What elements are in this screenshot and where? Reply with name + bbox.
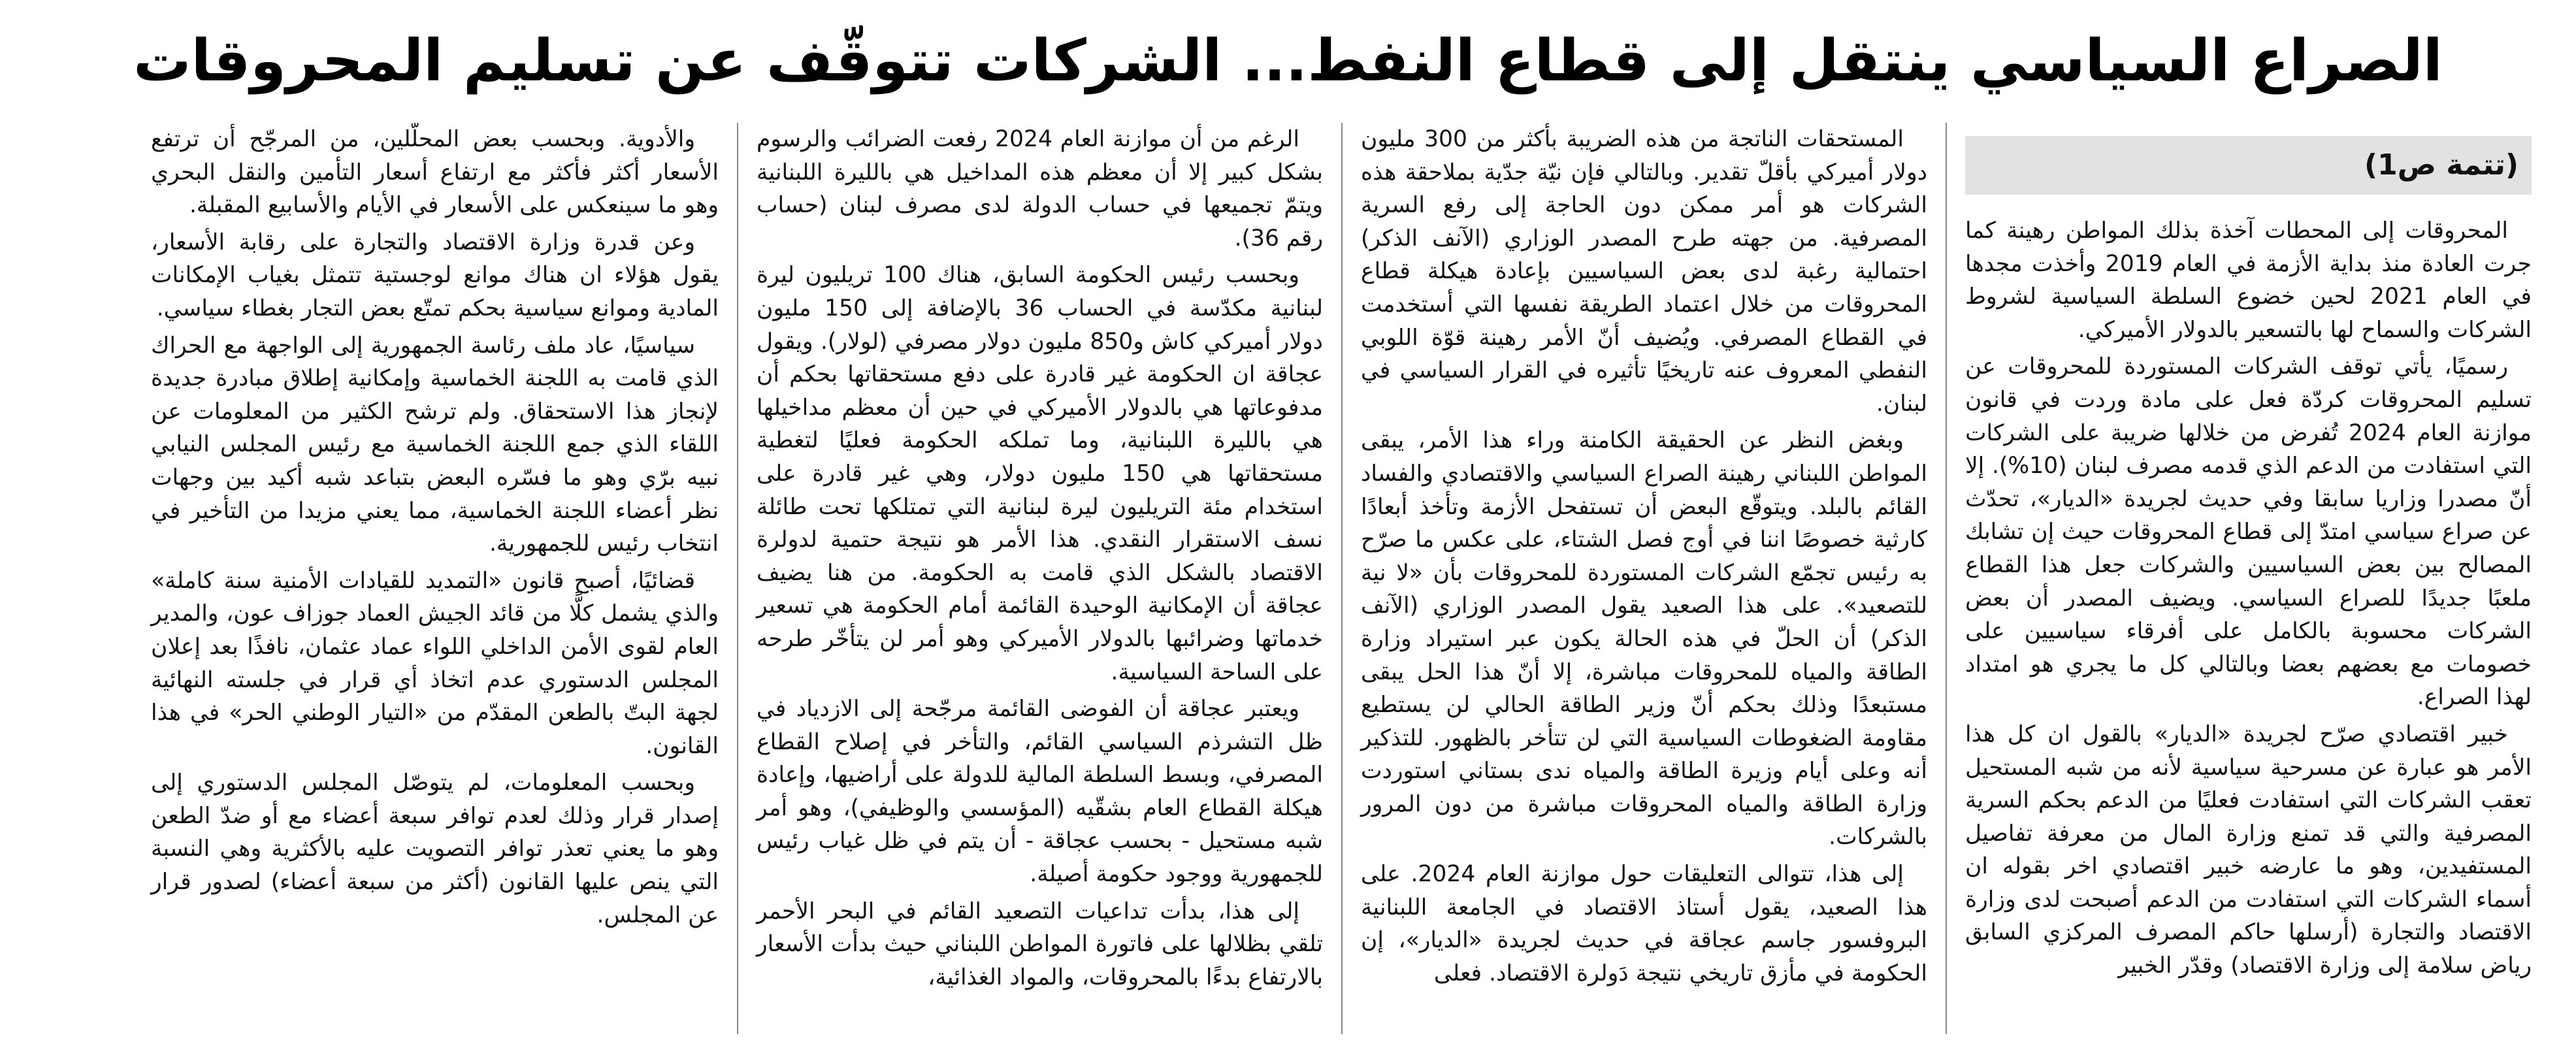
- paragraph: رسميًا، يأتي توقف الشركات المستوردة للمحروقات عن تسليم المحروقات كردّة فعل على مادة وردت في قانون موازنة العام 2024 تُفرض من خلالها ضريبة على الشركات التي استفادت من الدعم الذي قدمه مصرف لبنان (10%). إلا أنّ مصدرا وزاريا سابقا وفي حديث لجريدة «الديار»، تحدّث عن صراع سياسي امتدّ إلى قطاع المحروقات حيث إن تشابك المصالح بين بعض السياسيين والشركات جعل هذا القطاع ملعبًا جديدًا للصراع السياسي. ويضيف المصدر أن بعض الشركات محسوبة بالكامل على أفرقاء سياسيين على خصومات مع بعضهم بعضا وبالتالي كل ما يجري هو امتداد لهذا الصراع.: [1965, 353, 2532, 711]
- paragraph: وبحسب المعلومات، لم يتوصّل المجلس الدستوري إلى إصدار قرار وذلك لعدم توافر سبعة أعضاء مع أو ضدّ الطعن وهو ما يعني تعذر توافر التصويت عليه بالأكثرية وهي النسبة التي ينص عليها القانون (أكثر من سبعة أعضاء) لصدور قرار عن المجلس.: [151, 770, 719, 928]
- paragraph: قضائيًا، أصبح قانون «التمديد للقيادات الأمنية سنة كاملة» والذي يشمل كلًّا من قائد الجيش العماد جوزاف عون، والمدير العام لقوى الأمن الداخلي اللواء عماد عثمان، نافذًا بعد إعلان المجلس الدستوري عدم اتخاذ أي قرار في جلسته النهائية لجهة البتّ بالطعن المقدّم من «التيار الوطني الحر» في هذا القانون.: [151, 567, 719, 759]
- paragraph: وبحسب رئيس الحكومة السابق، هناك 100 تريليون ليرة لبنانية مكدّسة في الحساب 36 بالإضافة إلى 150 مليون دولار أميركي كاش و850 مليون دولار مصرفي (لولار). ويقول عجاقة ان الحكومة غير قادرة على دفع مستحقاتها بحكم أن مدفوعاتها هي بالدولار الأميركي في حين أن معظم مداخيلها هي بالليرة اللبنانية، وما تملكه الحكومة فعليًا لتغطية مستحقاتها هي 150 مليون دولار، وهي غير قادرة على استخدام مئة التريليون ليرة لبنانية التي تمتلكها تحت طائلة نسف الاستقرار النقدي. هذا الأمر هو نتيجة حتمية لدولرة الاقتصاد بالشكل الذي قامت به الحكومة. من هنا يضيف عجاقة أن الإمكانية الوحيدة القائمة أمام الحكومة هي تسعير خدماتها وضرائبها بالدولار الأميركي وهو أمر لن يتأخّر طرحه على الساحة السياسية.: [757, 262, 1323, 685]
- paragraph: سياسيًا، عاد ملف رئاسة الجمهورية إلى الواجهة مع الحراك الذي قامت به اللجنة الخماسية وإمكانية إطلاق مبادرة جديدة لإنجاز هذا الاستحقاق. ولم ترشح الكثير من المعلومات عن اللقاء الذي جمع اللجنة الخماسية مع رئيس المجلس النيابي نبيه برّي وهو ما فسّره البعض بتباعد شبه أكيد بين وجهات نظر أعضاء اللجنة الخماسية، مما يعني مزيدا من التأخير في انتخاب رئيس للجمهورية.: [151, 332, 719, 557]
- column-4: [133, 123, 737, 1034]
- continued-label: (تتمة ص1): [1965, 136, 2532, 195]
- paragraph: المستحقات الناتجة من هذه الضريبة بأكثر من 300 مليون دولار أميركي بأقلّ تقدير. وبالتالي فإن نيّة جدّية بملاحقة هذه الشركات هو أمر ممكن دون الحاجة إلى رفع السرية المصرفية. من جهته طرح المصدر الوزاري (الآنف الذكر) احتمالية رغبة لدى بعض السياسيين بإعادة هيكلة قطاع المحروقات من خلال اعتماد الطريقة نفسها التي أستخدمت في القطاع المصرفي. ويُضيف أنّ الأمر رهينة قوّة اللوبي النفطي المعروف عنه تاريخيًا تأثيره في القرار السياسي في لبنان.: [1361, 126, 1927, 417]
- paragraph: وعن قدرة وزارة الاقتصاد والتجارة على رقابة الأسعار، يقول هؤلاء ان هناك موانع لوجستية تتمثل بغياب الإمكانات المادية وموانع سياسية بحكم تمتّع بعض التجار بغطاء سياسي.: [151, 229, 719, 321]
- paragraph: خبير اقتصادي صرّح لجريدة «الديار» بالقول ان كل هذا الأمر هو عبارة عن مسرحية سياسية لأنه من شبه المستحيل تعقب الشركات التي استفادت فعليًا من الدعم بحكم السرية المصرفية والتي قد تمنع وزارة المال من معرفة تفاصيل المستفيدين، وهو ما عارضه خبير اقتصادي اخر بقوله ان أسماء الشركات التي استفادت من الدعم أصبحت لدى وزارة الاقتصاد والتجارة (أرسلها حاكم المصرف المركزي السابق رياض سلامة إلى وزارة الاقتصاد) وقدّر الخبير: [1965, 721, 2532, 979]
- headline: الصراع السياسي ينتقل إلى قطاع النفط... الشركات تتوقّف عن تسليم المحروقات: [133, 27, 2443, 94]
- paragraph: إلى هذا، بدأت تداعيات التصعيد القائم في البحر الأحمر تلقي بظلالها على فاتورة المواطن اللبناني حيث بدأت الأسعار بالارتفاع بدءًا بالمحروقات، والمواد الغذائية،: [757, 898, 1323, 990]
- paragraph: والأدوية. وبحسب بعض المحلّلين، من المرجّح أن ترتفع الأسعار أكثر فأكثر مع ارتفاع أسعار التأمين والنقل البحري وهو ما سينعكس على الأسعار في الأيام والأسابيع المقبلة.: [151, 126, 719, 219]
- column-3: [737, 123, 1341, 1034]
- column-2: [1341, 123, 1946, 1034]
- column-1: [1946, 123, 2550, 1034]
- paragraph: وبغض النظر عن الحقيقة الكامنة وراء هذا الأمر، يبقى المواطن اللبناني رهينة الصراع السياسي والاقتصادي والفساد القائم بالبلد. ويتوقّع البعض أن تستفحل الأزمة وتأخذ أبعادًا كارثية خصوصًا اننا في أوج فصل الشتاء، على عكس ما صرّح به رئيس تجمّع الشركات المستوردة للمحروقات بأن «لا نية للتصعيد». على هذا الصعيد يقول المصدر الوزاري (الآنف الذكر) أن الحلّ في هذه الحالة يكون عبر استيراد وزارة الطاقة والمياه للمحروقات مباشرة، إلا أنّ هذا الحل يبقى مستبعدًا وذلك بحكم أنّ وزير الطاقة الحالي لن يستطيع مقاومة الضغوطات السياسية التي لن تتأخر بالظهور. للتذكير أنه وعلى أيام وزيرة الطاقة والمياه ندى بستاني استوردت وزارة الطاقة والمياه المحروقات مباشرة من دون المرور بالشركات.: [1361, 427, 1927, 851]
- paragraph: ويعتبر عجاقة أن الفوضى القائمة مرجّحة إلى الازدياد في ظل التشرذم السياسي القائم، والتأخر في إصلاح القطاع المصرفي، وبسط السلطة المالية للدولة على أراضيها، وإعادة هيكلة القطاع العام بشقّيه (المؤسسي والوظيفي)، وهو أمر شبه مستحيل - بحسب عجاقة - أن يتم في ظل غياب رئيس للجمهورية ووجود حكومة أصيلة.: [757, 696, 1323, 888]
- paragraph: المحروقات إلى المحطات آخذة بذلك المواطن رهينة كما جرت العادة منذ بداية الأزمة في العام 2019 وأخذت مجدها في العام 2021 لحين خضوع السلطة السياسية لشروط الشركات والسماح لها بالتسعير بالدولار الأميركي.: [1965, 218, 2532, 343]
- paragraph: الرغم من أن موازنة العام 2024 رفعت الضرائب والرسوم بشكل كبير إلا أن معظم هذه المداخيل هي بالليرة اللبنانية ويتمّ تجميعها في حساب الدولة لدى مصرف لبنان (حساب رقم 36).: [757, 126, 1323, 252]
- paragraph: إلى هذا، تتوالى التعليقات حول موازنة العام 2024. على هذا الصعيد، يقول أستاذ الاقتصاد في الجامعة اللبنانية البروفسور جاسم عجاقة في حديث لجريدة «الديار»، إن الحكومة في مأزق تاريخي نتيجة دَولرة الاقتصاد. فعلى: [1361, 861, 1927, 986]
- article-columns: [26, 123, 2550, 1034]
